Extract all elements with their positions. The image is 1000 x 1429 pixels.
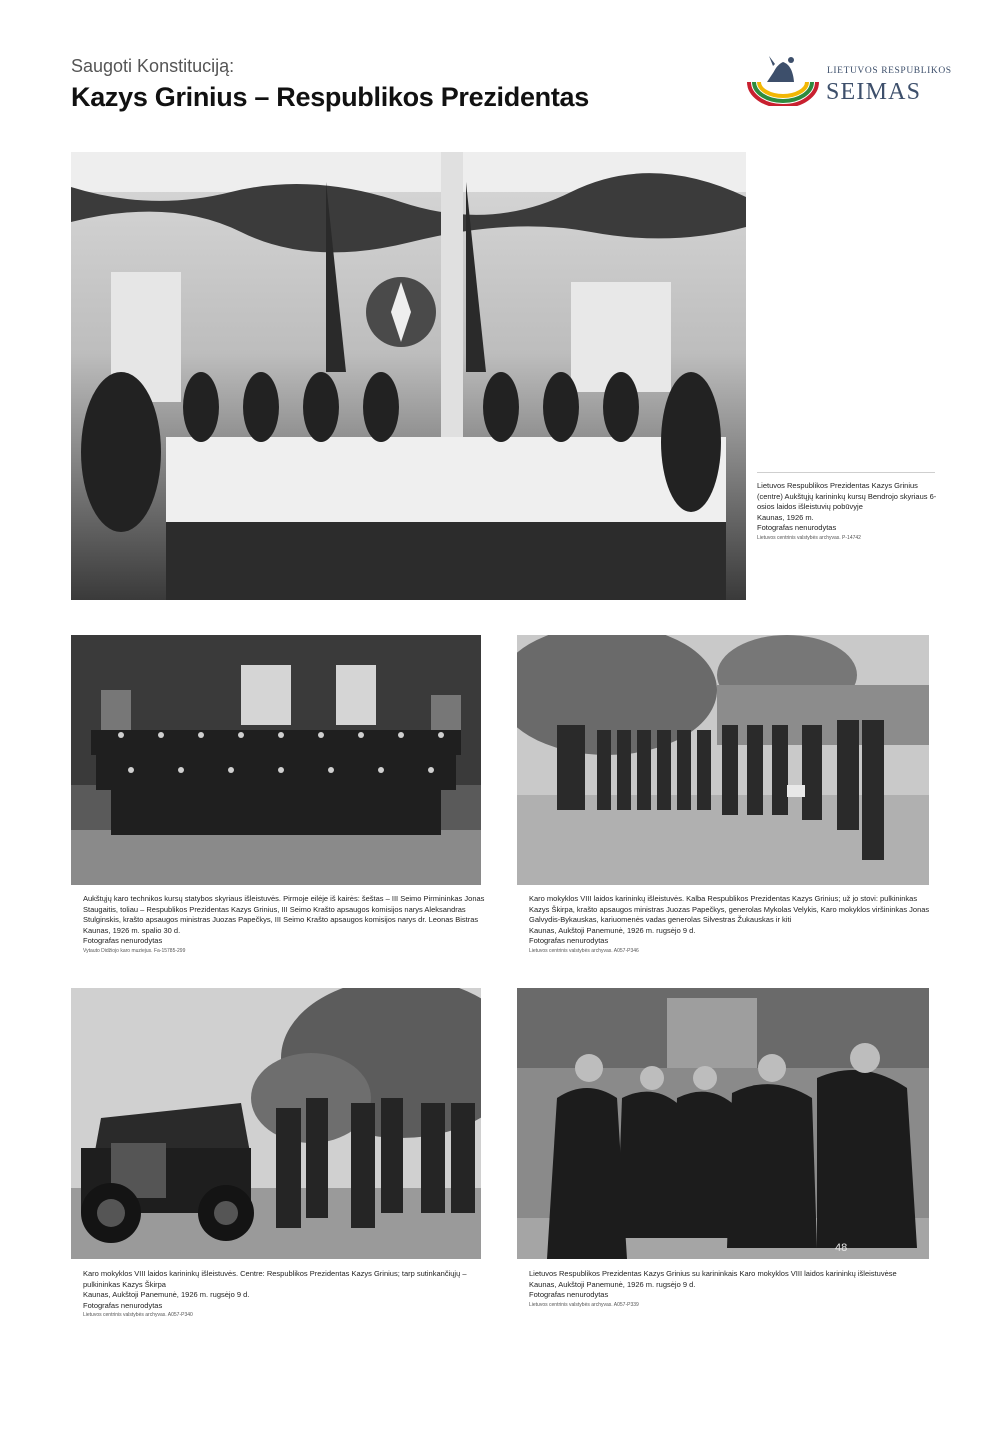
caption-photo-5 — [529, 1269, 934, 1310]
caption-photographer: Fotografas nenurodytas — [529, 1290, 609, 1299]
caption-photo-1 — [757, 481, 937, 543]
caption-photographer: Fotografas nenurodytas — [83, 936, 163, 945]
caption-place-date: Kaunas, 1926 m. spalio 30 d. — [83, 925, 181, 935]
seimas-emblem-icon — [745, 52, 821, 106]
caption-place-date: Kaunas, 1926 m. — [757, 512, 814, 522]
caption-photo-4 — [83, 1269, 488, 1320]
photo-number: 48 — [835, 1242, 848, 1254]
caption-photographer: Fotografas nenurodytas — [757, 523, 837, 532]
caption-source: Lietuvos centrinis valstybės archyvas. A057-P339 — [529, 1301, 639, 1308]
photo-car-arrival — [71, 988, 481, 1259]
seimas-logo — [745, 52, 952, 106]
caption-place-date: Kaunas, Aukštoji Panemunė, 1926 m. rugsėjo 9 d. — [83, 1290, 250, 1299]
caption-source: Lietuvos centrinis valstybės archyvas. A057-P340 — [83, 1312, 193, 1318]
caption-text: Karo mokyklos VIII laidos karininkų išleistuvės. Kalba Respublikos Prezidentas Kazys Grinius; už jo stovi: pulkininkas Kazys Škirpa, krašto apsaugos ministras Juozas Papečkys, generolas Mykolas Velykis, Karo mokyklos viršininkas Jonas Galvydis-Bykauskas, kariuomenės vadas generolas Silvestras Žukauskas ir kiti — [529, 894, 930, 924]
caption-source: Lietuvos centrinis valstybės archyvas. A057-P346 — [529, 947, 639, 954]
caption-photo-2 — [83, 894, 488, 956]
caption-text: Lietuvos Respublikos Prezidentas Kazys Grinius (centre) Aukštųjų karininkų kursų Bendrojo skyriaus 6-osios laidos išleistuvių pobūvyje — [757, 481, 937, 511]
caption-text: Karo mokyklos VIII laidos karininkų išleistuvės. Centre: Respublikos Prezidentas Kazys Grinius; tarp sutinkančiųjų – pulkininkas Kazys Škirpa — [83, 1269, 467, 1289]
photo-president-officers — [517, 988, 929, 1259]
caption-source: Lietuvos centrinis valstybės archyvas. P-14742 — [757, 534, 861, 541]
caption-text: Aukštųjų karo technikos kursų statybos skyriaus išleistuvės. Pirmoje eilėje iš kairės: šeštas – III Seimo Pirmininkas Jonas Staugaitis, toliau – Respublikos Prezidentas Kazys Grinius, III Seimo Krašto apsaugos komisijos narys Aleksandras Stulginskis, krašto apsaugos ministras Juozas Papečkys, III Seimo Krašto apsaugos komisijos narys dr. Leonas Bistras — [83, 894, 485, 924]
caption-place-date: Kaunas, Aukštoji Panemunė, 1926 m. rugsėjo 9 d. — [529, 925, 696, 935]
exhibit-subtitle: Saugoti Konstituciją: — [71, 56, 235, 76]
caption-rule — [757, 472, 935, 473]
photo-group-building — [71, 635, 481, 885]
caption-place-date: Kaunas, Aukštoji Panemunė, 1926 m. rugsėjo 9 d. — [529, 1279, 696, 1289]
caption-text: Lietuvos Respublikos Prezidentas Kazys Grinius su karininkais Karo mokyklos VIII laidos karininkų išleistuvėse — [529, 1269, 897, 1278]
logo-text-main: SEIMAS — [826, 79, 922, 105]
exhibit-title: Kazys Grinius – Respublikos Prezidentas — [71, 82, 589, 112]
caption-photo-3 — [529, 894, 934, 956]
logo-text-top: LIETUVOS RESPUBLIKOS — [827, 66, 952, 76]
caption-source: Vytauto Didžiojo karo muziejus. Fa-15785-299 — [83, 947, 186, 954]
caption-photographer: Fotografas nenurodytas — [529, 936, 609, 945]
caption-photographer: Fotografas nenurodytas — [83, 1300, 163, 1310]
photo-banquet — [71, 152, 746, 600]
photo-speech — [517, 635, 929, 885]
